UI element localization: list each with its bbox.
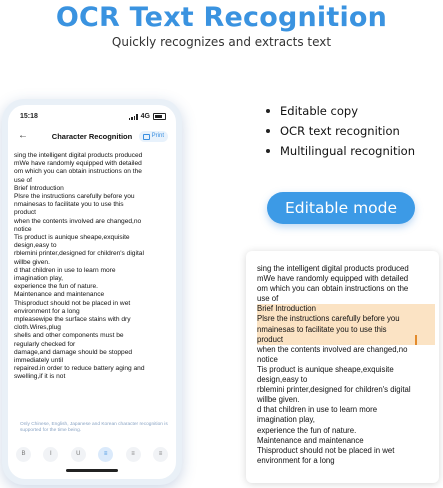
document-card bbox=[246, 251, 439, 483]
bullet-icon bbox=[266, 129, 270, 133]
feature-label: OCR text recognition bbox=[280, 124, 400, 138]
phone-text-line: swelling,if it is not bbox=[14, 373, 66, 381]
phone-text-line: shells and other components must be bbox=[14, 332, 124, 340]
phone-text-line: when the contents involved are changed,no bbox=[14, 217, 142, 225]
document-text-line: d that children in use to learn more bbox=[257, 405, 378, 415]
document-text-line: design,easy to bbox=[257, 375, 308, 385]
phone-text-line: rblemini printer,designed for children's digital bbox=[14, 250, 144, 258]
align-left-icon[interactable]: ≡ bbox=[98, 447, 113, 462]
battery-icon bbox=[153, 113, 166, 120]
phone-text-line: imagination play, bbox=[14, 275, 63, 283]
phone-text-line: d that children in use to learn more bbox=[14, 266, 116, 274]
format-toolbar bbox=[16, 445, 168, 463]
print-label: Print bbox=[151, 133, 164, 139]
selected-text-line: product bbox=[257, 335, 435, 345]
phone-text-line: design,easy to bbox=[14, 242, 57, 250]
phone-text-line: Brief Introduction bbox=[14, 184, 64, 192]
feature-label: Multilingual recognition bbox=[280, 144, 415, 158]
printer-icon bbox=[143, 134, 150, 140]
selection-end-handle[interactable] bbox=[415, 335, 417, 345]
home-indicator bbox=[66, 469, 118, 472]
status-indicators bbox=[129, 113, 166, 120]
nav-bar bbox=[8, 128, 176, 148]
document-text-line: environment for a long bbox=[257, 455, 335, 465]
document-text-line: om which you can obtain instructions on the bbox=[257, 284, 409, 294]
phone-text-line: om which you can obtain instructions on the bbox=[14, 168, 142, 176]
phone-mockup bbox=[2, 99, 182, 485]
document-text-line: notice bbox=[257, 354, 278, 364]
phone-text-line: product bbox=[14, 209, 36, 217]
document-text-line: Thisproduct should not be placed in wet bbox=[257, 445, 395, 455]
recognized-text-area[interactable] bbox=[14, 152, 172, 422]
phone-text-line: sing the intelligent digital products produced bbox=[14, 152, 143, 159]
document-text-line: Maintenance and maintenance bbox=[257, 435, 364, 445]
signal-icon bbox=[129, 114, 138, 120]
selected-text-line: Plsre the instructions carefully before you bbox=[257, 314, 435, 324]
phone-text-line: mWe have randomly equipped with detailed bbox=[14, 160, 142, 168]
phone-text-line: regularly checked for bbox=[14, 340, 76, 348]
document-text-line: Tis product is aunique sheape,exquisite bbox=[257, 364, 394, 374]
phone-text-line: Thisproduct should not be placed in wet bbox=[14, 299, 131, 307]
align-center-icon[interactable]: ≡ bbox=[126, 447, 141, 462]
bullet-icon bbox=[266, 149, 270, 153]
phone-text-line: experience the fun of nature. bbox=[14, 283, 98, 291]
page-headline: OCR Text Recognition bbox=[55, 2, 388, 33]
phone-text-line: nmainesas to facilitate you to use this bbox=[14, 201, 124, 209]
phone-text-line: notice bbox=[14, 225, 32, 233]
phone-text-line: willbe given. bbox=[14, 258, 50, 266]
phone-text-line: Tis product is aunique sheape,exquisite bbox=[14, 234, 130, 242]
document-text-line: rblemini printer,designed for children's digital bbox=[257, 385, 411, 395]
phone-text-line: damage,and damage should be stopped bbox=[14, 348, 133, 356]
phone-screen bbox=[8, 105, 176, 479]
editable-mode-badge: Editable mode bbox=[267, 192, 415, 224]
feature-label: Editable copy bbox=[280, 104, 359, 118]
phone-text-line: environment for a long bbox=[14, 307, 80, 315]
document-text-line: when the contents involved are changed,no bbox=[257, 344, 408, 354]
phone-text-line: mpleasewipe the surface stains with dry bbox=[14, 316, 131, 324]
phone-text-line: immediately until bbox=[14, 357, 64, 365]
document-text[interactable] bbox=[257, 264, 435, 472]
phone-text-line: repaired.in order to reduce battery aging and bbox=[14, 365, 145, 373]
network-label: 4G bbox=[140, 113, 150, 120]
bullet-icon bbox=[266, 109, 270, 113]
align-right-icon[interactable]: ≡ bbox=[153, 447, 168, 462]
page-subtitle: Quickly recognizes and extracts text bbox=[111, 35, 332, 49]
document-text-line: experience the fun of nature. bbox=[257, 425, 357, 435]
status-bar bbox=[8, 105, 176, 125]
phone-text-line: Plsre the instructions carefully before you bbox=[14, 193, 135, 201]
status-time: 15:18 bbox=[20, 113, 38, 120]
document-text-line: imagination play, bbox=[257, 415, 315, 425]
underline-icon[interactable]: U bbox=[71, 447, 86, 462]
bold-icon[interactable]: B bbox=[16, 447, 31, 462]
document-text-line: sing the intelligent digital products produced bbox=[257, 264, 409, 273]
language-note: Only Chinese, English, Japanese and Korean character recognition is supported for the time being. bbox=[20, 422, 168, 433]
document-text-line: use of bbox=[257, 294, 279, 304]
print-button[interactable] bbox=[139, 131, 168, 142]
italic-icon[interactable]: I bbox=[43, 447, 58, 462]
phone-text-line: Maintenance and maintenance bbox=[14, 291, 105, 299]
phone-text-line: use of bbox=[14, 176, 32, 184]
back-arrow-icon[interactable]: ← bbox=[18, 130, 28, 141]
document-text-line: willbe given. bbox=[257, 395, 300, 405]
phone-text-line: cloth.Wires,plug bbox=[14, 324, 61, 332]
nav-title: Character Recognition bbox=[51, 132, 133, 141]
selected-text-line: nmainesas to facilitate you to use this bbox=[257, 325, 435, 335]
document-text-line: mWe have randomly equipped with detailed bbox=[257, 274, 409, 284]
selected-text-line: Brief Introduction bbox=[257, 304, 435, 314]
